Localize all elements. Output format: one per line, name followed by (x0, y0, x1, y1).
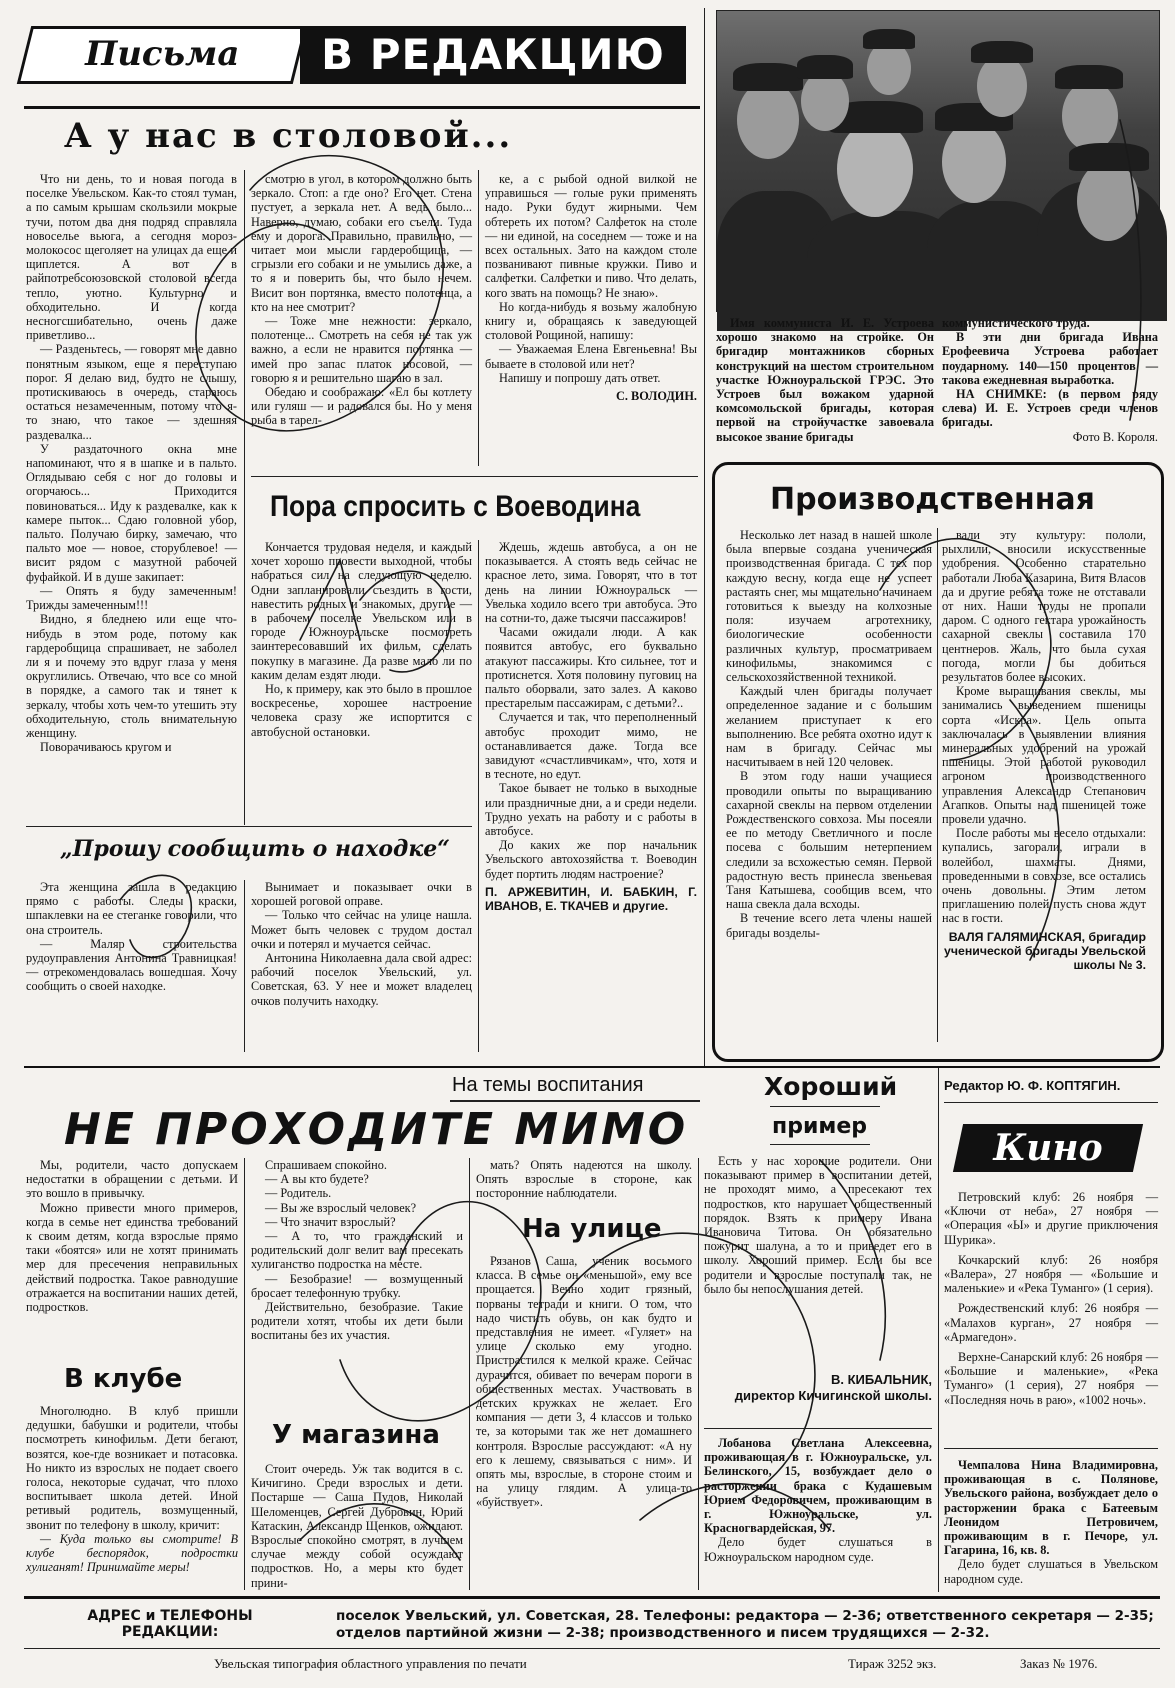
proizv-col1 (726, 528, 932, 1046)
u-magazina-text (251, 1462, 463, 1592)
u-magazina-title: У магазина (272, 1420, 440, 1450)
photo-credit: Фото В. Короля. (1072, 429, 1158, 444)
v-klube-title: В клубе (64, 1364, 183, 1394)
proizv-col2 (942, 528, 1146, 1046)
photo-caption-col1 (716, 316, 934, 456)
footer-address-line: поселок Увельский, ул. Советская, 28. Телефоны: редактора — 2-36; ответственного секретаря — 2-35; (336, 1608, 1154, 1624)
paragraph: Поворачиваюсь кругом и (40, 740, 172, 755)
paragraph: Рязанов Саша, ученик восьмого класса. В семье он «меньшой», ему все прощается. Вечно ходит грязный, порваны тетради и книги. О том, что надо чистить обувь, он как будто и представления не имеет. «Гуляет» на улице сколько ему угодно. Пристрастился к мелкой краже. Сейчас дурачится, обивает по вечерам пороги в общественных местах. Участвовать в детских кружках не желает. Его компания — дети 3, 4 классов и только те, за которыми так же нет домашнего контроля. Взрослые рассуждают: «А ну его к лешему, связываться с ним». И опять мы, взрослые, в стороне стоим и на улицу глядим. А улица-то «буйствует». (476, 1254, 692, 1510)
paragraph: Случается и так, что переполненный автобус проходит мимо, не останавливается даже. Тогда все завидуют «счастливчикам», что, хотя и в тесноте, но едут. (485, 710, 697, 782)
paragraph: — Что значит взрослый? (265, 1214, 396, 1229)
paragraph: — Тоже мне нежности: зеркало, полотенце... Смотреть на себя не так уж важно, а если не нравится портянка — имей про запас платок носовой, — говорю я и решительно шагаю в зал. (251, 314, 472, 385)
paragraph: — Вы же взрослый человек? (265, 1200, 417, 1215)
nahodka-title: „Прошу сообщить о находке“ (60, 836, 450, 862)
paragraph: Обедаю и соображаю: «Ел бы котлету или гуляш — и радовался бы. Но у меня рыба в тарел- (251, 385, 472, 428)
proizv-signature: ВАЛЯ ГАЛЯМИНСКАЯ, бригадир ученической бригады Увельской школы № 3. (944, 929, 1146, 973)
editor-line: Редактор Ю. Ф. КОПТЯГИН. (944, 1078, 1121, 1093)
paragraph: В эти дни бригада Ивана Ерофеевича Устроева работает поударному. 140—150 процентов — такова ежедневная выработка. (942, 330, 1158, 387)
footer-label (40, 1608, 300, 1640)
vospitanie-title: НЕ ПРОХОДИТЕ МИМО (64, 1104, 689, 1155)
paragraph: Что ни день, то и новая погода в поселке Увельском. Как-то стоял туман, а по самым крышам скользили мокрые тучи, потом два дня подряд справляла новоселье вьюга, а сегодня мороз-молокосос щеголяет на улицах да еще и щиплется. А вот в райпотребсоюзовской столовой всегда тепло, уютно. Культурно и обходительно. И когда несногсшибательно, очень даже приветливо... (26, 172, 237, 343)
kino-item: Рождественский клуб: 26 ноября — «Малахов курган», 27 ноября — «Армагедон». (944, 1301, 1158, 1344)
footer-rule (24, 1596, 1160, 1599)
kino-item: Верхне-Санарский клуб: 26 ноября — «Большие и маленькие», «Река Туманго» (1 серия), 27 ноября — «Последняя ночь в раю», «1002 ночь». (944, 1350, 1158, 1407)
horoshiy-signature (704, 1372, 932, 1404)
paragraph: Такое бывает не только в выходные или праздничные дни, а и среди недели. Трудно уехать на работу и с работы в автобусе. (485, 781, 697, 839)
paragraph: Каждый член бригады получает определенное задание и с большим желанием приступает к его выполнению. Все ребята охотно идут к нам в бригаду. Сейчас мы насчитываем в ней 120 человек. (726, 684, 932, 770)
column-rule (937, 528, 938, 1042)
paragraph: — Безобразие! — возмущенный бросает телефонную трубку. (251, 1271, 463, 1300)
horoshiy-text (704, 1154, 932, 1354)
signature-role: директор Кичигинской школы. (734, 1388, 932, 1403)
nahodka-col1 (26, 880, 237, 1050)
column-rule (469, 1158, 470, 1590)
paragraph: Часами ожидали люди. А как появится автобус, его буквально атакуют пассажиры. Кто сильнее, тот и протиснется. Хотя половину пуговиц на пальто оборвали, зато залез. А каково престарелым пассажирам, с детьми?.. (485, 625, 697, 711)
footer-label-line: РЕДАКЦИИ: (121, 1624, 219, 1640)
zakaz: Заказ № 1976. (1020, 1656, 1098, 1671)
voevodin-col1 (251, 540, 472, 800)
paragraph: После работы мы весело отдыхали: купались, загорали, играли в волейбол, шахматы. Днями, проведенными в совхозе, все остались очень довольны. Этим летом приглашению полей пусть снова ждут нас в гости. (942, 826, 1146, 926)
kino-item: Кочкарский клуб: 26 ноября «Валера», 27 ноября — «Большие и маленькие» и «Река Туманго» (1 серия). (944, 1252, 1158, 1296)
vospitanie-col2 (251, 1158, 463, 1418)
banner-letters-logo (17, 26, 307, 84)
na-ulice-title: На улице (522, 1214, 662, 1244)
printer-line: Увельская типография областного управления по печати (214, 1656, 527, 1671)
paragraph: В течение всего лета члены нашей бригады возделы- (726, 911, 932, 940)
paragraph: Мы, родители, часто допускаем недостатки в обращении с детьми. И это вошло в привычку. (26, 1158, 238, 1201)
stolovaya-col3 (485, 172, 697, 467)
column-rule (478, 540, 479, 1052)
paragraph: — Уважаемая Елена Евгеньевна! Вы бываете в столовой или нет? (485, 342, 697, 371)
paragraph: Спрашиваем спокойно. (265, 1158, 387, 1172)
section-rule (251, 476, 698, 477)
paragraph: Действительно, безобразие. Такие родители хотят, чтобы их дети были воспитаны без их участия. (251, 1300, 463, 1343)
paragraph: Чемпалова Нина Владимировна, проживающая в с. Полянове, Увельского района, возбуждает дело о расторжении брака с Батеевым Леонидом Петровичем, проживающим в г. Печоре, ул. Гагарина, 16, кв. 8. (944, 1458, 1158, 1558)
footer-address-line: отделов партийной жизни — 2-38; производственного и писем трудящихся — 2-32. (336, 1625, 990, 1641)
footer-address (336, 1608, 1156, 1642)
paragraph: Вынимает и показывает очки в хорошей роговой оправе. (251, 880, 472, 909)
banner-to-editors: В РЕДАКЦИЮ (300, 26, 686, 84)
brigade-photo (716, 10, 1160, 312)
column-rule (698, 1158, 699, 1590)
kino-logo (953, 1124, 1143, 1172)
column-rule (244, 170, 245, 825)
paragraph: Кроме выращивания свеклы, мы занимались выведением пшеницы сорта «Искра». Цель опыта заключалась в выявлении влияния минеральных удобрений на урожай пшеницы. Этой работой руководил агроном производственного управления Александр Степанович Агапков. Опыты над пшеницей тоже провели удачно. (942, 684, 1146, 827)
section-rule (944, 1448, 1158, 1449)
paragraph: Можно привести много примеров, когда в семье нет единства требований к своим детям, когда взрослые прямо таки «боятся» или не хотят принимать мер для пресечения неправильных действий подростка. Такое равнодушие отражается на воспитании наших детей, подростков. (26, 1200, 238, 1315)
paragraph: смотрю в угол, в котором должно быть зеркало. Стоп: а где оно? Его нет. Стена пустует, а зеркала нет. А ведь было... Наверно, думаю, собаки его съели. Туда ему и дорога. Правильно, правильно, — читает мои мысли гардеробщица, — сгрызли его собаки и не умылись даже, а то я и поверить бы, что было нечем. Висит вон портянка, вместо полотенца, а кто на нее смотрит? (251, 172, 472, 314)
rubric-rule (450, 1100, 700, 1102)
section-rule (704, 1428, 932, 1429)
razvod1-text (704, 1436, 932, 1564)
paragraph: НА СНИМКЕ: (в первом ряду слева) И. Е. Устроев среди членов бригады. (942, 387, 1158, 430)
paragraph: Есть у нас хорошие родители. Они показывают пример в воспитании детей, не проходят мимо, а пресекают тех подростков, кто нарушает общественный порядок. Взять к примеру Ивана Ивановича Титова. Он обязательно пожурит шалуна, а то и приведет его в школу. Хороший пример. Если бы все родители и взрослые поступали так, не было бы непослушания детей. (704, 1154, 932, 1296)
stolovaya-signature: С. ВОЛОДИН. (616, 389, 697, 404)
paragraph: коммунистического труда. (942, 316, 1090, 330)
column-rule (478, 170, 479, 466)
footer-label-line: АДРЕС и ТЕЛЕФОНЫ (87, 1608, 253, 1624)
nahodka-col2 (251, 880, 472, 1050)
kino-listings (944, 1190, 1158, 1430)
paragraph: Лобанова Светлана Алексеевна, проживающая в г. Южноуральске, ул. Белинского, 15, возбуждает дело о расторжении брака с Кудашевым Юрием Федоровичем, проживающим в г. Южноуральске, ул. Красногвардейская, 97. (704, 1436, 932, 1536)
column-rule (244, 1158, 245, 1590)
paragraph: Кончается трудовая неделя, и каждый хочет хорошо провести выходной, чтобы набраться сил на следующую неделю. Одни запланировали съездить в гости, навестить родных и знакомых, другие — в рабочем поселке Увельском или в городе Южноуральске посмотреть заинтересовавший их фильм, сделать покупку в магазине. Да разве мало ли по каким делам ездят люди. (251, 540, 472, 682)
banner-rule (24, 106, 700, 109)
paragraph: — Только что сейчас на улице нашла. Может быть человек с трудом достал очки и потерял и мучается сейчас. (251, 908, 472, 951)
paragraph: У раздаточного окна мне напоминают, что я в шапке и в пальто. Оглядываю себя с ног до головы и огорчаюсь... Приходится повиноваться... Иду к раздевалке, как к камере пыток... Сдаю головной убор, пальто. Получаю бирку, замечаю, что пальто мое — новое, сторублевое! — висит рядом с мазутной рабочей фуфайкой. И в душе закипает: (26, 441, 237, 584)
paragraph: Антонина Николаевна дала свой адрес: рабочий поселок Увельский, ул. Советская, 63. У нее и может владелец очков получить находку. (251, 951, 472, 1008)
v-klube-text (26, 1404, 238, 1594)
paragraph: До каких же пор начальник Увельского автохозяйства т. Воеводин будет портить людям настроение? (485, 838, 697, 881)
paragraph: — Куда только вы смотрите! В клубе беспорядок, подростки хулиганят! Принимайте меры! (26, 1531, 238, 1575)
banner-letters-text: Письма (85, 34, 240, 74)
paragraph: Напишу и попрошу дать ответ. (499, 370, 661, 385)
kino-logo-text: Кино (993, 1127, 1103, 1169)
paragraph: ке, а с рыбой одной вилкой не управишься — голые руки применять надо. Руки будут жирными. Чем обтереть их потом? Салфеток на столе — ни единой, на соседнем — тоже и на всех остальных. Зато на каждом столе позванивают пивные кружки. Пиво и салфетки. Салфетки и пиво. Что делать, кого звать на помощь? Не знаю». (485, 172, 697, 300)
paragraph: — Опять я буду замеченным! Трижды замеченным!!! (26, 583, 237, 613)
column-rule (938, 1068, 939, 1592)
stolovaya-col1 (26, 172, 237, 822)
paragraph: — Маляр строительства рудоуправления Антонина Травницкая! — отрекомендовалась вошедшая. Хочу сообщить о своей находке. (26, 936, 237, 994)
paragraph: Несколько лет назад в нашей школе была впервые создана ученическая производственная бригада. С тех пор каждую весну, когда еще не успеет растаять снег, мы мщательно начинаем готовиться к выезду на колхозные поля: изучаем агротехнику, биологические особенности различных культур, просматриваем кинофильмы, знакомимся с сельскохозяйственной техникой. (726, 528, 932, 685)
vospitanie-rubric: На темы воспитания (452, 1074, 644, 1096)
signature-name: В. КИБАЛЬНИК, (830, 1372, 932, 1387)
paragraph: Эта женщина зашла в редакцию прямо с работы. Следы краски, шпаклевки на ее стеганке говорили, что она строитель. (26, 880, 237, 937)
horoshiy-title-2: пример (772, 1114, 868, 1139)
page-divider (704, 8, 705, 1066)
paragraph: Имя коммуниста И. Е. Устроева хорошо знакомо на стройке. Он бригадир монтажников сборных конструкций на шестом строительном участке Южноуральской ГРЭС. Это Устроев был вожаком ударной комсомольской бригады, которая первой на стройучастке завоевала высокое звание бригады (716, 316, 934, 444)
stolovaya-col2 (251, 172, 472, 462)
paragraph: — А вы кто будете? (265, 1172, 369, 1187)
paragraph: Дело будет слушаться в Южноуральском народном суде. (704, 1535, 932, 1564)
tirazh: Тираж 3252 экз. (848, 1656, 937, 1671)
section-rule (24, 1066, 1160, 1068)
editor-rule (944, 1102, 1158, 1103)
paragraph: Дело будет слушаться в Увельском народном суде. (944, 1557, 1158, 1586)
title-rule (770, 1106, 880, 1107)
paragraph: Но когда-нибудь я возьму жалобную книгу и, обращаясь к заведующей столовой Рощиной, напишу: (485, 299, 697, 343)
paragraph: Многолюдно. В клуб пришли дедушки, бабушки и родители, чтобы посмотреть кинофильм. Дети бегают, возятся, кое-где возникает и потасовка. Но никто из взрослых не подает своего голоса, некоторые судачат, что плохо воспитывает школа детей. Иной ретивый родитель, возмущенный, звонит по телефону в школу, кричит: (26, 1404, 238, 1532)
paragraph: Ждешь, ждешь автобуса, а он не показывается. А стоять ведь сейчас не красное лето, зима. Говорят, что в тот день на линии Южноуральск — Увелька ходило всего три автобуса. Это на сотни-то, даже тысячи пассажиров! (485, 540, 697, 626)
paragraph: — Разденьтесь, — говорят мне давно понятным языком, еще я переступаю порог. Я делаю вид, будто не слышу, протискиваюсь в очередь, стараюсь остаться незамеченным, потому что я-то знаю, что такое — здешняя раздевалка... (26, 342, 237, 442)
voevodin-title: Пора спросить с Воеводина (270, 490, 641, 523)
voevodin-col2 (485, 540, 697, 1060)
vospitanie-intro (26, 1158, 238, 1358)
paragraph: — А то, что гражданский и родительский долг велит вам пресекать хулиганство подростка на месте. (251, 1229, 463, 1272)
section-rule (26, 826, 472, 827)
column-rule (244, 880, 245, 1052)
vospitanie-col3 (476, 1158, 692, 1212)
paragraph: Но, к примеру, как это было в прошлое воскресенье, хорошее настроение человека сразу же испортится с автобусной остановки. (251, 682, 472, 739)
razvod2-text (944, 1458, 1158, 1588)
paragraph: мать? Опять надеются на школу. Опять взрослые в стороне, как посторонние наблюдатели. (476, 1158, 692, 1201)
proizv-title: Производственная (770, 482, 1095, 517)
paragraph: — Родитель. (265, 1186, 332, 1201)
paragraph: Видно, я бледнею или еще что-нибудь в этом роде, потому как гардеробщица спрашивает, не заболел ли я и почему это вдруг глаза у меня округлились. Отвечаю, что все со мной в порядке, а самого так и тянет к зеркалу, чтобы хоть чем-то утешить эту обходительную, столь внимательную женщину. (26, 612, 237, 740)
kino-item: Петровский клуб: 26 ноября — «Ключи от неба», 27 ноября — «Операция «Ы» и другие приключения Шурика». (944, 1190, 1158, 1247)
paragraph: Стоит очередь. Уж так водится в с. Кичигино. Среди взрослых и дети. Постарше — Саша Пудов, Николай Шеломенцев, Сергей Дубровин, Юрий Катаскин, Александр Щенков, ожидают. Взрослые спокойно смотрят, в лучшем случае между собой осуждают подростков. Но, а меры кто будет прини- (251, 1462, 463, 1590)
horoshiy-title-1: Хороший (764, 1072, 898, 1101)
na-ulice-text (476, 1254, 692, 1592)
photo-caption-col2 (942, 316, 1158, 456)
voevodin-signature: П. АРЖЕВИТИН, И. БАБКИН, Г. ИВАНОВ, Е. ТКАЧЕВ и другие. (485, 884, 697, 914)
stolovaya-title: А у нас в столовой... (64, 116, 513, 156)
footer-rule (24, 1648, 1160, 1649)
title-rule (770, 1144, 870, 1145)
paragraph: вали эту культуру: пололи, рыхлили, вносили искусственные удобрения. Особенно старательно работали Люба Казарина, Витя Власов да и другие ребята тоже не отставали от них. Наши труды не пропали даром. С одного гектара урожайность сахарной свеклы составила 170 центнеров. Жаль, что была сухая погода, могли бы добиться результатов более высоких. (942, 528, 1146, 685)
paragraph: В этом году наши учащиеся проводили опыты по выращиванию сахарной свеклы на первом отделении Рождественского совхоза. Мы посеяли ее по методу Светличного и после посева с большим нетерпением следили за всхожестью семян. Первой радостную весть принесла звеньевая Таня Катышева, сообщив всем, что наша свекла дала всходы. (726, 769, 932, 912)
